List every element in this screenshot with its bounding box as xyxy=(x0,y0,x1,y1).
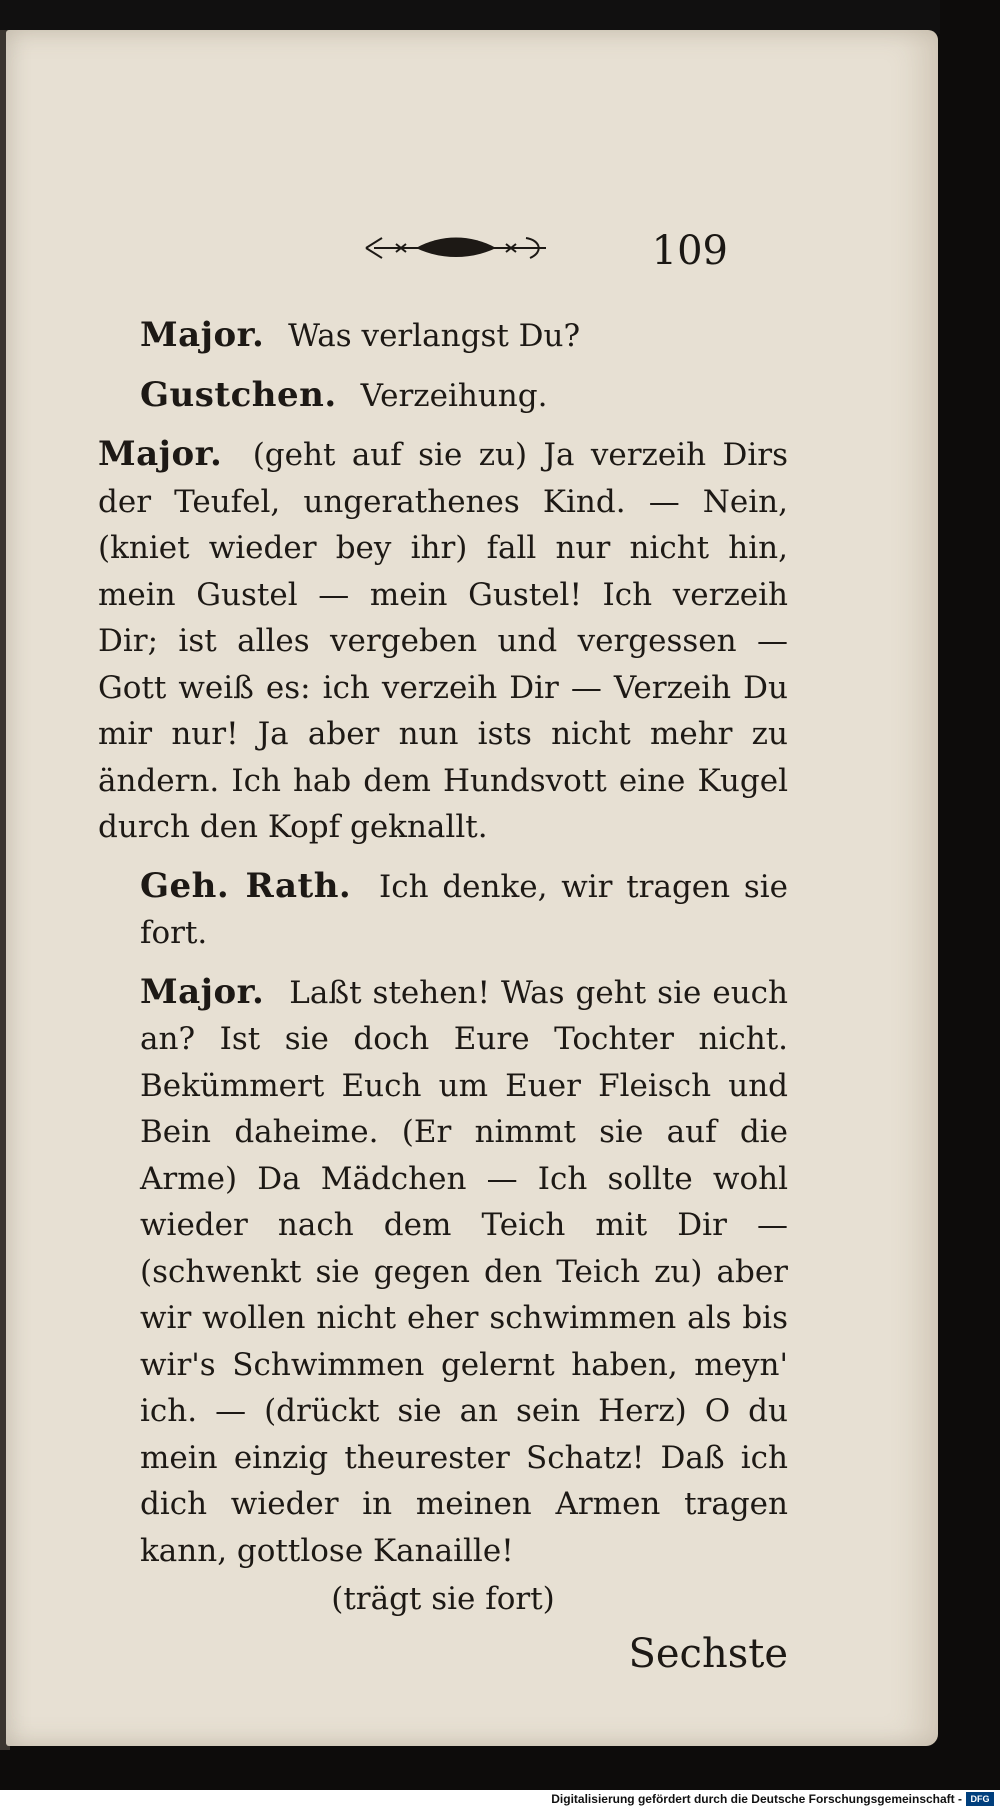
dfg-logo: DFG xyxy=(966,1792,994,1806)
page-number: 109 xyxy=(651,228,728,274)
dialogue-text: (geht auf sie zu) Ja verzeih Dirs der Teufel, ungerathenes Kind. — Nein, (kniet wieder bey ihr) fall nur nicht hin, mein Gustel — mein Gustel! Ich verzeih Dir; ist alles vergeben und vergessen — Gott weiß es: ich verzeih Dir — Verzeih Du mir nur! Ja aber nun ists nicht mehr zu ändern. Ich hab dem Hundsvott eine Kugel durch den Kopf geknallt. xyxy=(98,437,788,845)
speaker-name: Gustchen. xyxy=(140,374,337,415)
dialogue-paragraph xyxy=(98,312,788,360)
text-block xyxy=(98,312,788,1677)
stage-direction: (trägt sie fort) xyxy=(331,1581,555,1617)
book-page xyxy=(6,30,938,1746)
scan-top-strip xyxy=(0,0,940,34)
digitization-footer xyxy=(0,1790,1000,1808)
dialogue-text: Verzeihung. xyxy=(360,377,548,414)
speaker-name: Geh. Rath. xyxy=(140,865,352,906)
speaker-name: Major. xyxy=(140,315,265,355)
dialogue-paragraph xyxy=(98,372,788,420)
dialogue-text: Ich denke, wir tragen sie fort. xyxy=(140,868,789,951)
dialogue-text: Was verlangst Du? xyxy=(288,318,581,354)
dialogue-paragraph xyxy=(98,863,788,957)
speaker-name: Major. xyxy=(140,971,265,1012)
dialogue-paragraph xyxy=(98,431,788,851)
dialogue-paragraph xyxy=(98,969,788,1575)
dialogue-text: Laßt stehen! Was geht sie euch an? Ist sie doch Eure Tochter nicht. Bekümmert Euch um Euer Fleisch und Bein daheime. (Er nimmt sie auf die Arme) Da Mädchen — Ich sollte wohl wieder nach dem Teich mit Dir — (schwenkt sie gegen den Teich zu) aber wir wollen nicht eher schwimmen als bis wir's Schwimmen gelernt haben, meyn' ich. — (drückt sie an sein Herz) O du mein einzig theurester Schatz! Daß ich dich wieder in meinen Armen tragen kann, gottlose Kanaille! xyxy=(140,974,788,1569)
ornament-vignette xyxy=(356,222,556,270)
funding-credit: Digitalisierung gefördert durch die Deutsche Forschungsgemeinschaft - xyxy=(551,1792,962,1806)
speaker-name: Major. xyxy=(98,434,223,474)
catchword: Sechste xyxy=(628,1630,788,1677)
